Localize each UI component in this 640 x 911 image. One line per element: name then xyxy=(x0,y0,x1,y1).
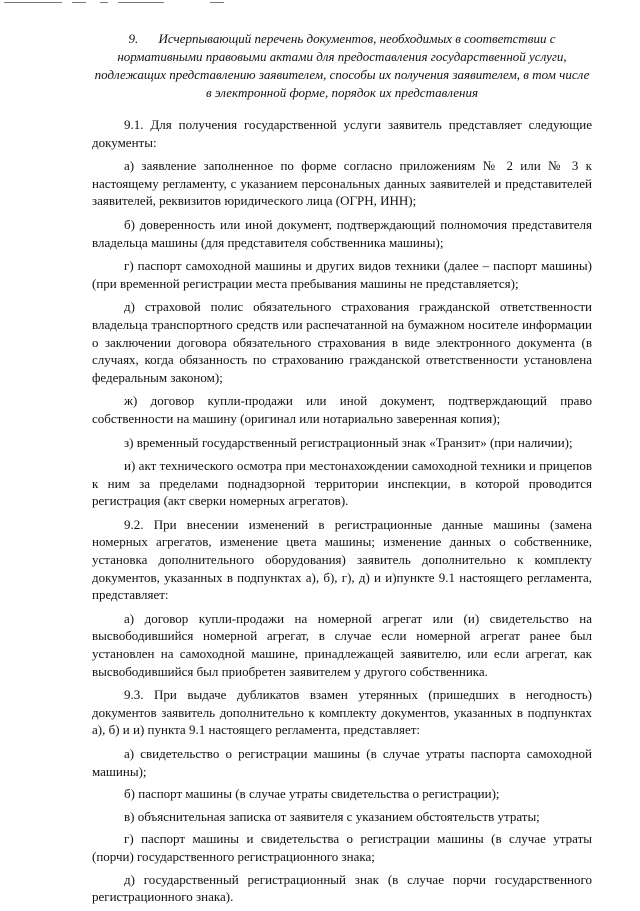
item-9-2-a: а) договор купли-продажи на номерной агрегат или (и) свидетельство на высвободившийся номерной агрегат, в случае если номерной агрегат ранее был установлен на самоходной машине, принадлежащей заявителю, или если агрегат, как высвободившийся был приобретен заявителем у другого собственника. xyxy=(92,610,592,679)
document-page xyxy=(92,30,592,911)
item-9-3-g: г) паспорт машины и свидетельства о регистрации машины (в случае утраты (порчи) государственного регистрационного знака; xyxy=(92,831,592,864)
item-9-1-a: а) заявление заполненное по форме согласно приложениям № 2 или № 3 к настоящему регламенту, с указанием персональных данных заявителей и представителей заявителей, реквизитов юридического лица (ОГРН, ИНН); xyxy=(92,158,592,209)
item-9-1-zh: ж) договор купли-продажи или иной документ, подтверждающий право собственности на машину (оригинал или нотариально заверенная копия); xyxy=(92,393,592,426)
scan-edge-marks xyxy=(0,0,640,6)
item-9-3-v: в) объяснительная записка от заявителя с указанием обстоятельств утраты; xyxy=(124,808,540,824)
item-9-1-i: и) акт технического осмотра при местонахождении самоходной техники и прицепов к ним за пределами поднадзорной территории инспекции, в которой проводится регистрация (акт сверки номерных агрегатов). xyxy=(92,458,592,509)
paragraph-9-3: 9.3. При выдаче дубликатов взамен утерянных (пришедших в негодность) документов заявитель дополнительно к комплекту документов, указанных в подпунктах а), б) и и) пункта 9.1 настоящего регламента, представляет: xyxy=(92,687,592,738)
section-heading xyxy=(92,30,592,102)
item-9-1-g: г) паспорт самоходной машины и других видов техники (далее – паспорт машины) (при временной регистрации места пребывания машины не представляется); xyxy=(92,258,592,291)
item-9-3-a: а) свидетельство о регистрации машины (в случае утраты паспорта самоходной машины); xyxy=(92,746,592,779)
section-number: 9. xyxy=(128,31,139,46)
item-9-3-d: д) государственный регистрационный знак (в случае порчи государственного регистрационного знака). xyxy=(92,871,592,905)
paragraph-9-1: 9.1. Для получения государственной услуги заявитель представляет следующие документы: xyxy=(92,117,592,150)
section-title: Исчерпывающий перечень документов, необходимых в соответствии с нормативными правовыми актами для предоставления государственной услуги, подлежащих представлению заявителем, способы их получения заявителем, в том числе в электронной форме, порядок их представления xyxy=(94,31,590,100)
item-9-3-b: б) паспорт машины (в случае утраты свидетельства о регистрации); xyxy=(124,786,500,802)
item-9-1-d: д) страховой полис обязательного страхования гражданской ответственности владельца транспортного средств или распечатанной на бумажном носителе информации о заключении договора обязательного страхования в виде электронного документа (в случаях, когда обязанность по страхованию гражданской ответственности установлена федеральным законом); xyxy=(92,299,592,385)
item-9-1-z: з) временный государственный регистрационный знак «Транзит» (при наличии); xyxy=(124,434,573,450)
paragraph-9-2: 9.2. При внесении изменений в регистрационные данные машины (замена номерных агрегатов, изменение цвета машины; изменение данных о собственнике, установка дополнительного оборудования) заявитель дополнительно к комплекту документов, указанных в подпунктах а), б), г), д) и и)пункте 9.1 настоящего регламента, представляет: xyxy=(92,516,592,603)
item-9-1-b: б) доверенность или иной документ, подтверждающий полномочия представителя владельца машины (для представителя собственника машины); xyxy=(92,216,592,250)
